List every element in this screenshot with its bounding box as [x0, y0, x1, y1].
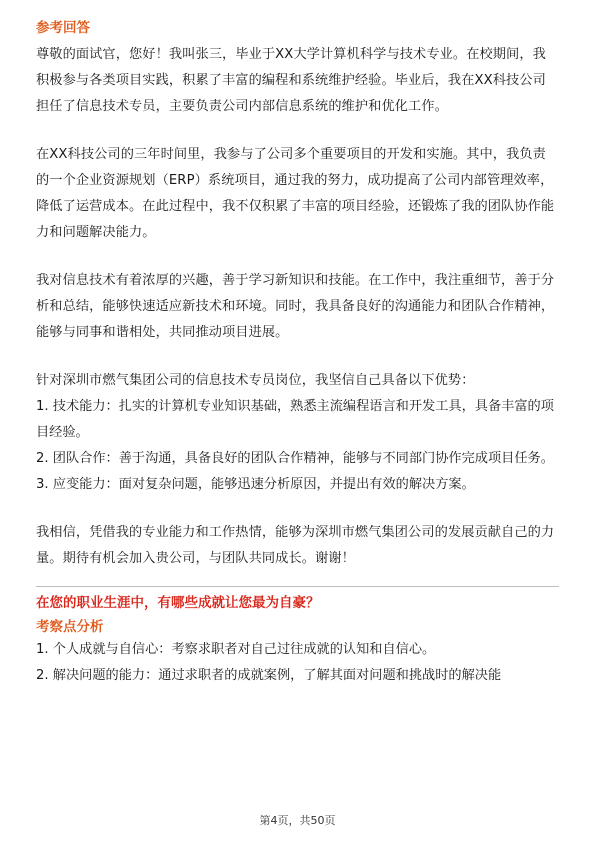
page-number: 第4页，共50页 [259, 814, 336, 827]
section-divider [36, 586, 559, 587]
analysis-heading: 考察点分析 [36, 619, 104, 635]
analysis-item-1: 1. 个人成就与自信心：考察求职者对自己过往成就的认知和自信心。 [36, 642, 436, 657]
answer-heading: 参考回答 [36, 20, 90, 36]
answer-paragraph-1: 尊敬的面试官，您好！我叫张三，毕业于XX大学计算机科学与技术专业。在校期间，我积极参与各类项目实践，积累了丰富的编程和系统维护经验。毕业后，我在XX科技公司担任了信息技术专员，主要负责公司内部信息系统的维护和优化工作。 [36, 47, 546, 114]
closing-paragraph: 我相信，凭借我的专业能力和工作热情，能够为深圳市燃气集团公司的发展贡献自己的力量。期待有机会加入贵公司，与团队共同成长。谢谢！ [36, 525, 555, 566]
advantage-item-3: 3. 应变能力：面对复杂问题，能够迅速分析原因，并提出有效的解决方案。 [36, 477, 475, 492]
advantage-item-2: 2. 团队合作：善于沟通，具备良好的团队合作精神，能够与不同部门协作完成项目任务。 [36, 451, 554, 466]
analysis-item-2: 2. 解决问题的能力：通过求职者的成就案例，了解其面对问题和挑战时的解决能 [36, 668, 502, 683]
advantages-intro: 针对深圳市燃气集团公司的信息技术专员岗位，我坚信自己具备以下优势： [36, 373, 475, 388]
question-text: 在您的职业生涯中，有哪些成就让您最为自豪？ [36, 595, 320, 611]
answer-paragraph-2: 在XX科技公司的三年时间里，我参与了公司多个重要项目的开发和实施。其中，我负责的一个企业资源规划（ERP）系统项目，通过我的努力，成功提高了公司内部管理效率，降低了运营成本。在此过程中，我不仅积累了丰富的项目经验，还锻炼了我的团队协作能力和问题解决能力。 [36, 147, 555, 240]
document-page [36, 18, 559, 689]
answer-paragraph-3: 我对信息技术有着浓厚的兴趣，善于学习新知识和技能。在工作中，我注重细节，善于分析和总结，能够快速适应新技术和环境。同时，我具备良好的沟通能力和团队合作精神，能够与同事和谐相处，共同推动项目进展。 [36, 273, 555, 340]
advantage-item-1: 1. 技术能力：扎实的计算机专业知识基础，熟悉主流编程语言和开发工具，具备丰富的项目经验。 [36, 399, 554, 440]
